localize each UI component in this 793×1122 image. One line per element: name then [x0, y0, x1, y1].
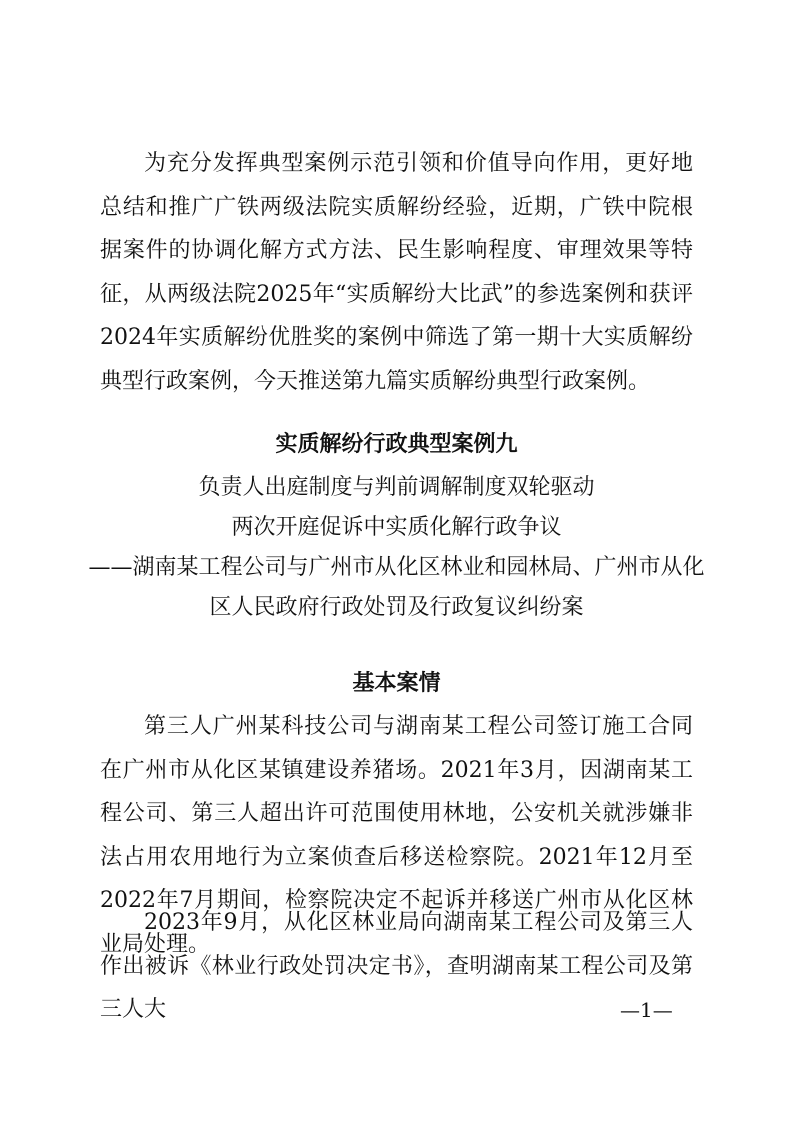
case-paragraph-1: 第三人广州某科技公司与湖南某工程公司签订施工合同在广州市从化区某镇建设养猪场。2021年3月，因湖南某工程公司、第三人超出许可范围使用林地，公安机关就涉嫌非法占用农用地行为立案侦查后移送检察院。2021年12月至2022年7月期间，检察院决定不起诉并移送广州市从化区林业局处理。	[100, 714, 693, 957]
subtitle-line-3: ——湖南某工程公司与广州市从化区林业和园林局、广州市从化	[88, 555, 705, 580]
case-paragraph-2: 2023年9月，从化区林业局向湖南某工程公司及第三人作出被诉《林业行政处罚决定书》，查明湖南某工程公司及第三人大	[100, 910, 693, 1022]
subtitle-line-2: 两次开庭促诉中实质化解行政争议	[231, 515, 562, 540]
page-number: —1—	[620, 998, 673, 1022]
case-title: 实质解纷行政典型案例九	[275, 432, 518, 457]
intro-paragraph: 为充分发挥典型案例示范引领和价值导向作用，更好地总结和推广广铁两级法院实质解纷经验，近期，广铁中院根据案件的协调化解方式方法、民生影响程度、审理效果等特征，从两级法院2025年“实质解纷大比武”的参选案例和获评2024年实质解纷优胜奖的案例中筛选了第一期十大实质解纷典型行政案例，今天推送第九篇实质解纷典型行政案例。	[100, 151, 693, 394]
subtitle-line-4: 区人民政府行政处罚及行政复议纠纷案	[209, 595, 584, 620]
subtitle-line-1: 负责人出庭制度与判前调解制度双轮驱动	[198, 475, 595, 500]
section-heading: 基本案情	[352, 671, 441, 696]
